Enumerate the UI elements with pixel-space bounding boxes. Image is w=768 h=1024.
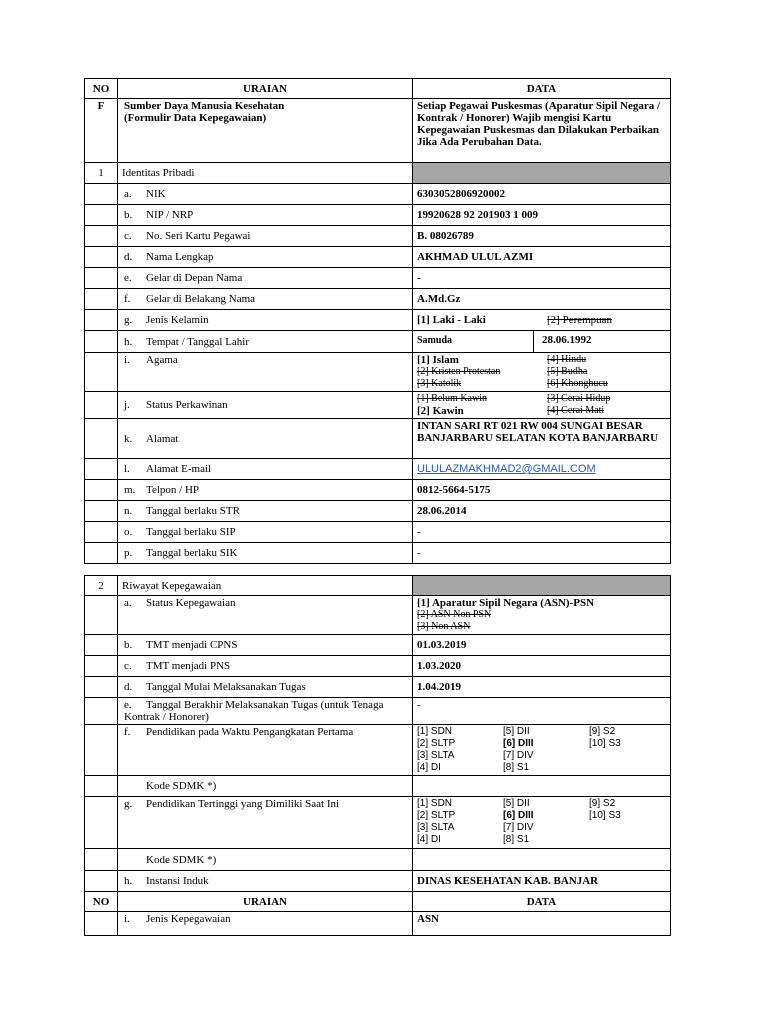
row-sip-label: o. Tanggal berlaku SIP	[118, 522, 413, 543]
pend-awal-opt: [1] SDN	[417, 726, 453, 737]
row-status-value	[413, 596, 671, 635]
row-pns-label: c. TMT menjadi PNS	[118, 656, 413, 677]
row-telpon-value: 0812-5664-5175	[413, 480, 671, 501]
row-email-label: l. Alamat E-mail	[118, 459, 413, 480]
pend-tinggi-opt: [3] SLTA	[417, 822, 455, 833]
row-agama-label: i. Agama	[118, 353, 413, 392]
pend-awal-opt: [8] S1	[503, 762, 530, 773]
row-pendidikan-awal-value	[413, 725, 671, 776]
row-str-value: 28.06.2014	[413, 501, 671, 522]
pend-awal-opt: [7] DIV	[503, 750, 534, 761]
section1-no: 1	[85, 163, 118, 184]
row-status-label: a. Status Kepegawaian	[118, 596, 413, 635]
pend-tinggi-opt: [5] DII	[503, 798, 530, 809]
status-opt-asn-non-psn: [2] ASN Non PSN	[417, 609, 492, 620]
row-pendidikan-tinggi-value	[413, 797, 671, 849]
email-link[interactable]: ULULAZMAKHMAD2@GMAIL.COM	[417, 463, 596, 475]
pend-awal-opt: [2] SLTP	[417, 738, 456, 749]
row-pendidikan-awal-label: f. Pendidikan pada Waktu Pengangkatan Pertama	[118, 725, 413, 776]
row-alamat-value: INTAN SARI RT 021 RW 004 SUNGAI BESAR BANJARBARU SELATAN KOTA BANJARBARU	[413, 419, 671, 459]
row-kode-sdmk-1-label: Kode SDMK *)	[118, 776, 413, 797]
pend-awal-opt: [3] SLTA	[417, 750, 455, 761]
agama-opt-protestan: [2] Kristen Protestan	[417, 366, 501, 377]
pend-tinggi-opt: [1] SDN	[417, 798, 453, 809]
ttl-date: 28.06.1992	[542, 334, 592, 346]
row-pendidikan-tinggi-label: g. Pendidikan Tertinggi yang Dimiliki Saat Ini	[118, 797, 413, 849]
section2-no: 2	[85, 576, 118, 596]
pend-awal-opt: [9] S2	[589, 726, 616, 737]
header2-no: NO	[85, 892, 118, 912]
pend-awal-opt: [10] S3	[589, 738, 621, 749]
header-uraian: URAIAN	[118, 79, 413, 99]
row-kartu-label: c. No. Seri Kartu Pegawai	[118, 226, 413, 247]
section2-gray-cell	[413, 576, 671, 596]
agama-opt-budha: [5] Budha	[547, 366, 588, 377]
agama-opt-khonghucu: [6] Khonghucu	[547, 378, 608, 389]
pend-tinggi-opt: [2] SLTP	[417, 810, 456, 821]
row-cpns-value: 01.03.2019	[413, 635, 671, 656]
row-gelar-depan-value: -	[413, 268, 671, 289]
table-riwayat	[84, 575, 671, 936]
pend-tinggi-opt: [10] S3	[589, 810, 621, 821]
header-no: NO	[85, 79, 118, 99]
row-mulai-tugas-label: d. Tanggal Mulai Melaksanakan Tugas	[118, 677, 413, 698]
row-jenis-label: i. Jenis Kepegawaian	[118, 912, 413, 936]
section-f-title: Sumber Daya Manusia Kesehatan	[124, 100, 285, 112]
kawin-opt-belum: [1] Belum Kawin	[417, 393, 487, 404]
header2-uraian: URAIAN	[118, 892, 413, 912]
row-kode-sdmk-1-value	[413, 776, 671, 797]
row-perkawinan-label: j. Status Perkawinan	[118, 392, 413, 419]
row-sik-label: p. Tanggal berlaku SIK	[118, 543, 413, 564]
row-nama-value: AKHMAD ULUL AZMI	[413, 247, 671, 268]
row-gelar-belakang-value: A.Md.Gz	[413, 289, 671, 310]
row-kode-sdmk-2-label: Kode SDMK *)	[118, 849, 413, 871]
row-kartu-value: B. 08026789	[413, 226, 671, 247]
pend-tinggi-opt-selected: [6] DIII	[503, 810, 534, 821]
header2-data: DATA	[413, 892, 671, 912]
pend-tinggi-opt: [9] S2	[589, 798, 616, 809]
kelamin-opt-1: [1] Laki - Laki	[417, 314, 486, 326]
pend-tinggi-opt: [7] DIV	[503, 822, 534, 833]
section-f-title-cell	[118, 99, 413, 163]
section-f-no: F	[85, 99, 118, 163]
pend-tinggi-opt: [4] DI	[417, 834, 441, 845]
row-instansi-value: DINAS KESEHATAN KAB. BANJAR	[413, 871, 671, 892]
kawin-opt-cerai-mati: [4] Cerai Mati	[547, 405, 605, 416]
row-nama-label: d. Nama Lengkap	[118, 247, 413, 268]
status-opt-asn-psn: [1] Aparatur Sipil Negara (ASN)-PSN	[417, 597, 595, 609]
row-cpns-label: b. TMT menjadi CPNS	[118, 635, 413, 656]
agama-opt-hindu: [4] Hindu	[547, 354, 587, 365]
row-telpon-label: m. Telpon / HP	[118, 480, 413, 501]
row-gelar-belakang-label: f. Gelar di Belakang Nama	[118, 289, 413, 310]
status-opt-non-asn: [3] Non ASN	[417, 621, 471, 632]
section2-title: Riwayat Kepegawaian	[118, 576, 413, 596]
pend-awal-opt: [5] DII	[503, 726, 530, 737]
row-agama-value	[413, 353, 671, 392]
pend-awal-opt: [4] DI	[417, 762, 441, 773]
row-kelamin-value	[413, 310, 671, 331]
row-perkawinan-value	[413, 392, 671, 419]
section1-title: Identitas Pribadi	[118, 163, 413, 184]
row-nik-value: 6303052806920002	[413, 184, 671, 205]
agama-opt-islam: [1] Islam	[417, 354, 459, 366]
section-f-subtitle: (Formulir Data Kepegawaian)	[124, 112, 267, 124]
row-nik-label: a. NIK	[118, 184, 413, 205]
row-ttl-value	[413, 331, 671, 353]
kelamin-opt-2: [2] Perempuan	[547, 314, 613, 326]
row-instansi-label: h. Instansi Induk	[118, 871, 413, 892]
row-email-value	[413, 459, 671, 480]
row-sik-value: -	[413, 543, 671, 564]
row-pns-value: 1.03.2020	[413, 656, 671, 677]
kawin-opt-cerai-hidup: [3] Cerai Hidup	[547, 393, 611, 404]
ttl-place: Samuda	[413, 331, 534, 352]
row-str-label: n. Tanggal berlaku STR	[118, 501, 413, 522]
kawin-opt-kawin: [2] Kawin	[417, 405, 464, 417]
row-berakhir-tugas-value: -	[413, 698, 671, 725]
row-mulai-tugas-value: 1.04.2019	[413, 677, 671, 698]
row-gelar-depan-label: e. Gelar di Depan Nama	[118, 268, 413, 289]
section-f-note: Setiap Pegawai Puskesmas (Aparatur Sipil Negara / Kontrak / Honorer) Wajib mengisi Kartu Kepegawaian Puskesmas dan Dilakukan Perbaikan Jika Ada Perubahan Data.	[413, 99, 671, 163]
section1-gray-cell	[413, 163, 671, 184]
agama-opt-katolik: [3] Katolik	[417, 378, 462, 389]
row-jenis-value: ASN	[413, 912, 671, 936]
row-nip-label: b. NIP / NRP	[118, 205, 413, 226]
row-ttl-label: h. Tempat / Tanggal Lahir	[118, 331, 413, 353]
row-kelamin-label: g. Jenis Kelamin	[118, 310, 413, 331]
row-alamat-label: k. Alamat	[118, 419, 413, 459]
row-nip-value: 19920628 92 201903 1 009	[413, 205, 671, 226]
row-sip-value: -	[413, 522, 671, 543]
row-kode-sdmk-2-value	[413, 849, 671, 871]
pend-awal-opt-selected: [6] DIII	[503, 738, 534, 749]
pend-tinggi-opt: [8] S1	[503, 834, 530, 845]
header-data: DATA	[413, 79, 671, 99]
table-identitas	[84, 78, 671, 564]
row-berakhir-tugas-label: e. Tanggal Berakhir Melaksanakan Tugas (untuk Tenaga Kontrak / Honorer)	[118, 698, 413, 725]
